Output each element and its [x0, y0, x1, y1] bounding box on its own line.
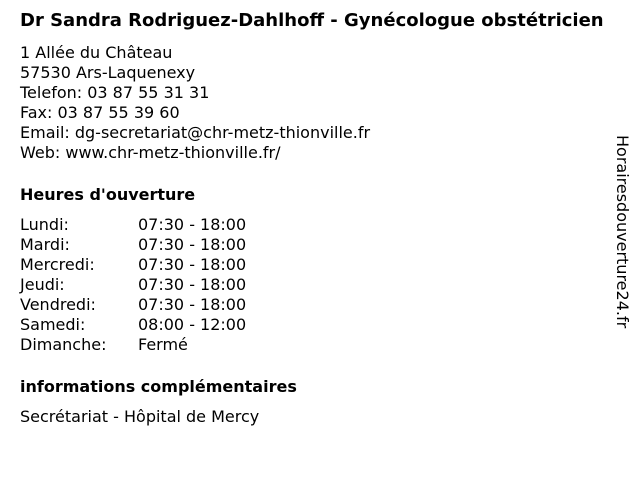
address-street: 1 Allée du Château	[20, 43, 173, 62]
phone-number: Telefon: 03 87 55 31 31	[20, 83, 210, 102]
fax-number: Fax: 03 87 55 39 60	[20, 103, 180, 122]
hours-row-wednesday	[20, 255, 610, 275]
day-label: Mercredi:	[20, 255, 95, 274]
website-url: Web: www.chr-metz-thionville.fr/	[20, 143, 281, 162]
hours-row-saturday	[20, 315, 610, 335]
time-value: 08:00 - 12:00	[138, 315, 247, 334]
listing-card	[20, 10, 610, 427]
time-value: 07:30 - 18:00	[138, 255, 247, 274]
page-title: Dr Sandra Rodriguez-Dahlhoff - Gynécologue obstétricien	[20, 10, 604, 31]
day-label: Mardi:	[20, 235, 70, 254]
hours-row-friday	[20, 295, 610, 315]
hours-row-tuesday	[20, 235, 610, 255]
hours-table	[20, 215, 610, 355]
day-label: Samedi:	[20, 315, 86, 334]
day-label: Vendredi:	[20, 295, 96, 314]
time-value: 07:30 - 18:00	[138, 275, 247, 294]
day-label: Jeudi:	[20, 275, 65, 294]
day-label: Dimanche:	[20, 335, 107, 354]
info-text: Secrétariat - Hôpital de Mercy	[20, 407, 260, 426]
site-watermark: Horairesdouverture24.fr	[613, 135, 632, 329]
day-label: Lundi:	[20, 215, 69, 234]
hours-heading: Heures d'ouverture	[20, 185, 196, 204]
info-heading: informations complémentaires	[20, 377, 297, 396]
address-city: 57530 Ars-Laquenexy	[20, 63, 196, 82]
time-value: 07:30 - 18:00	[138, 235, 247, 254]
hours-row-thursday	[20, 275, 610, 295]
time-value: 07:30 - 18:00	[138, 295, 247, 314]
hours-row-monday	[20, 215, 610, 235]
time-value: Fermé	[138, 335, 188, 354]
email-address: Email: dg-secretariat@chr-metz-thionville.fr	[20, 123, 371, 142]
time-value: 07:30 - 18:00	[138, 215, 247, 234]
hours-row-sunday	[20, 335, 610, 355]
contact-block	[20, 43, 610, 163]
